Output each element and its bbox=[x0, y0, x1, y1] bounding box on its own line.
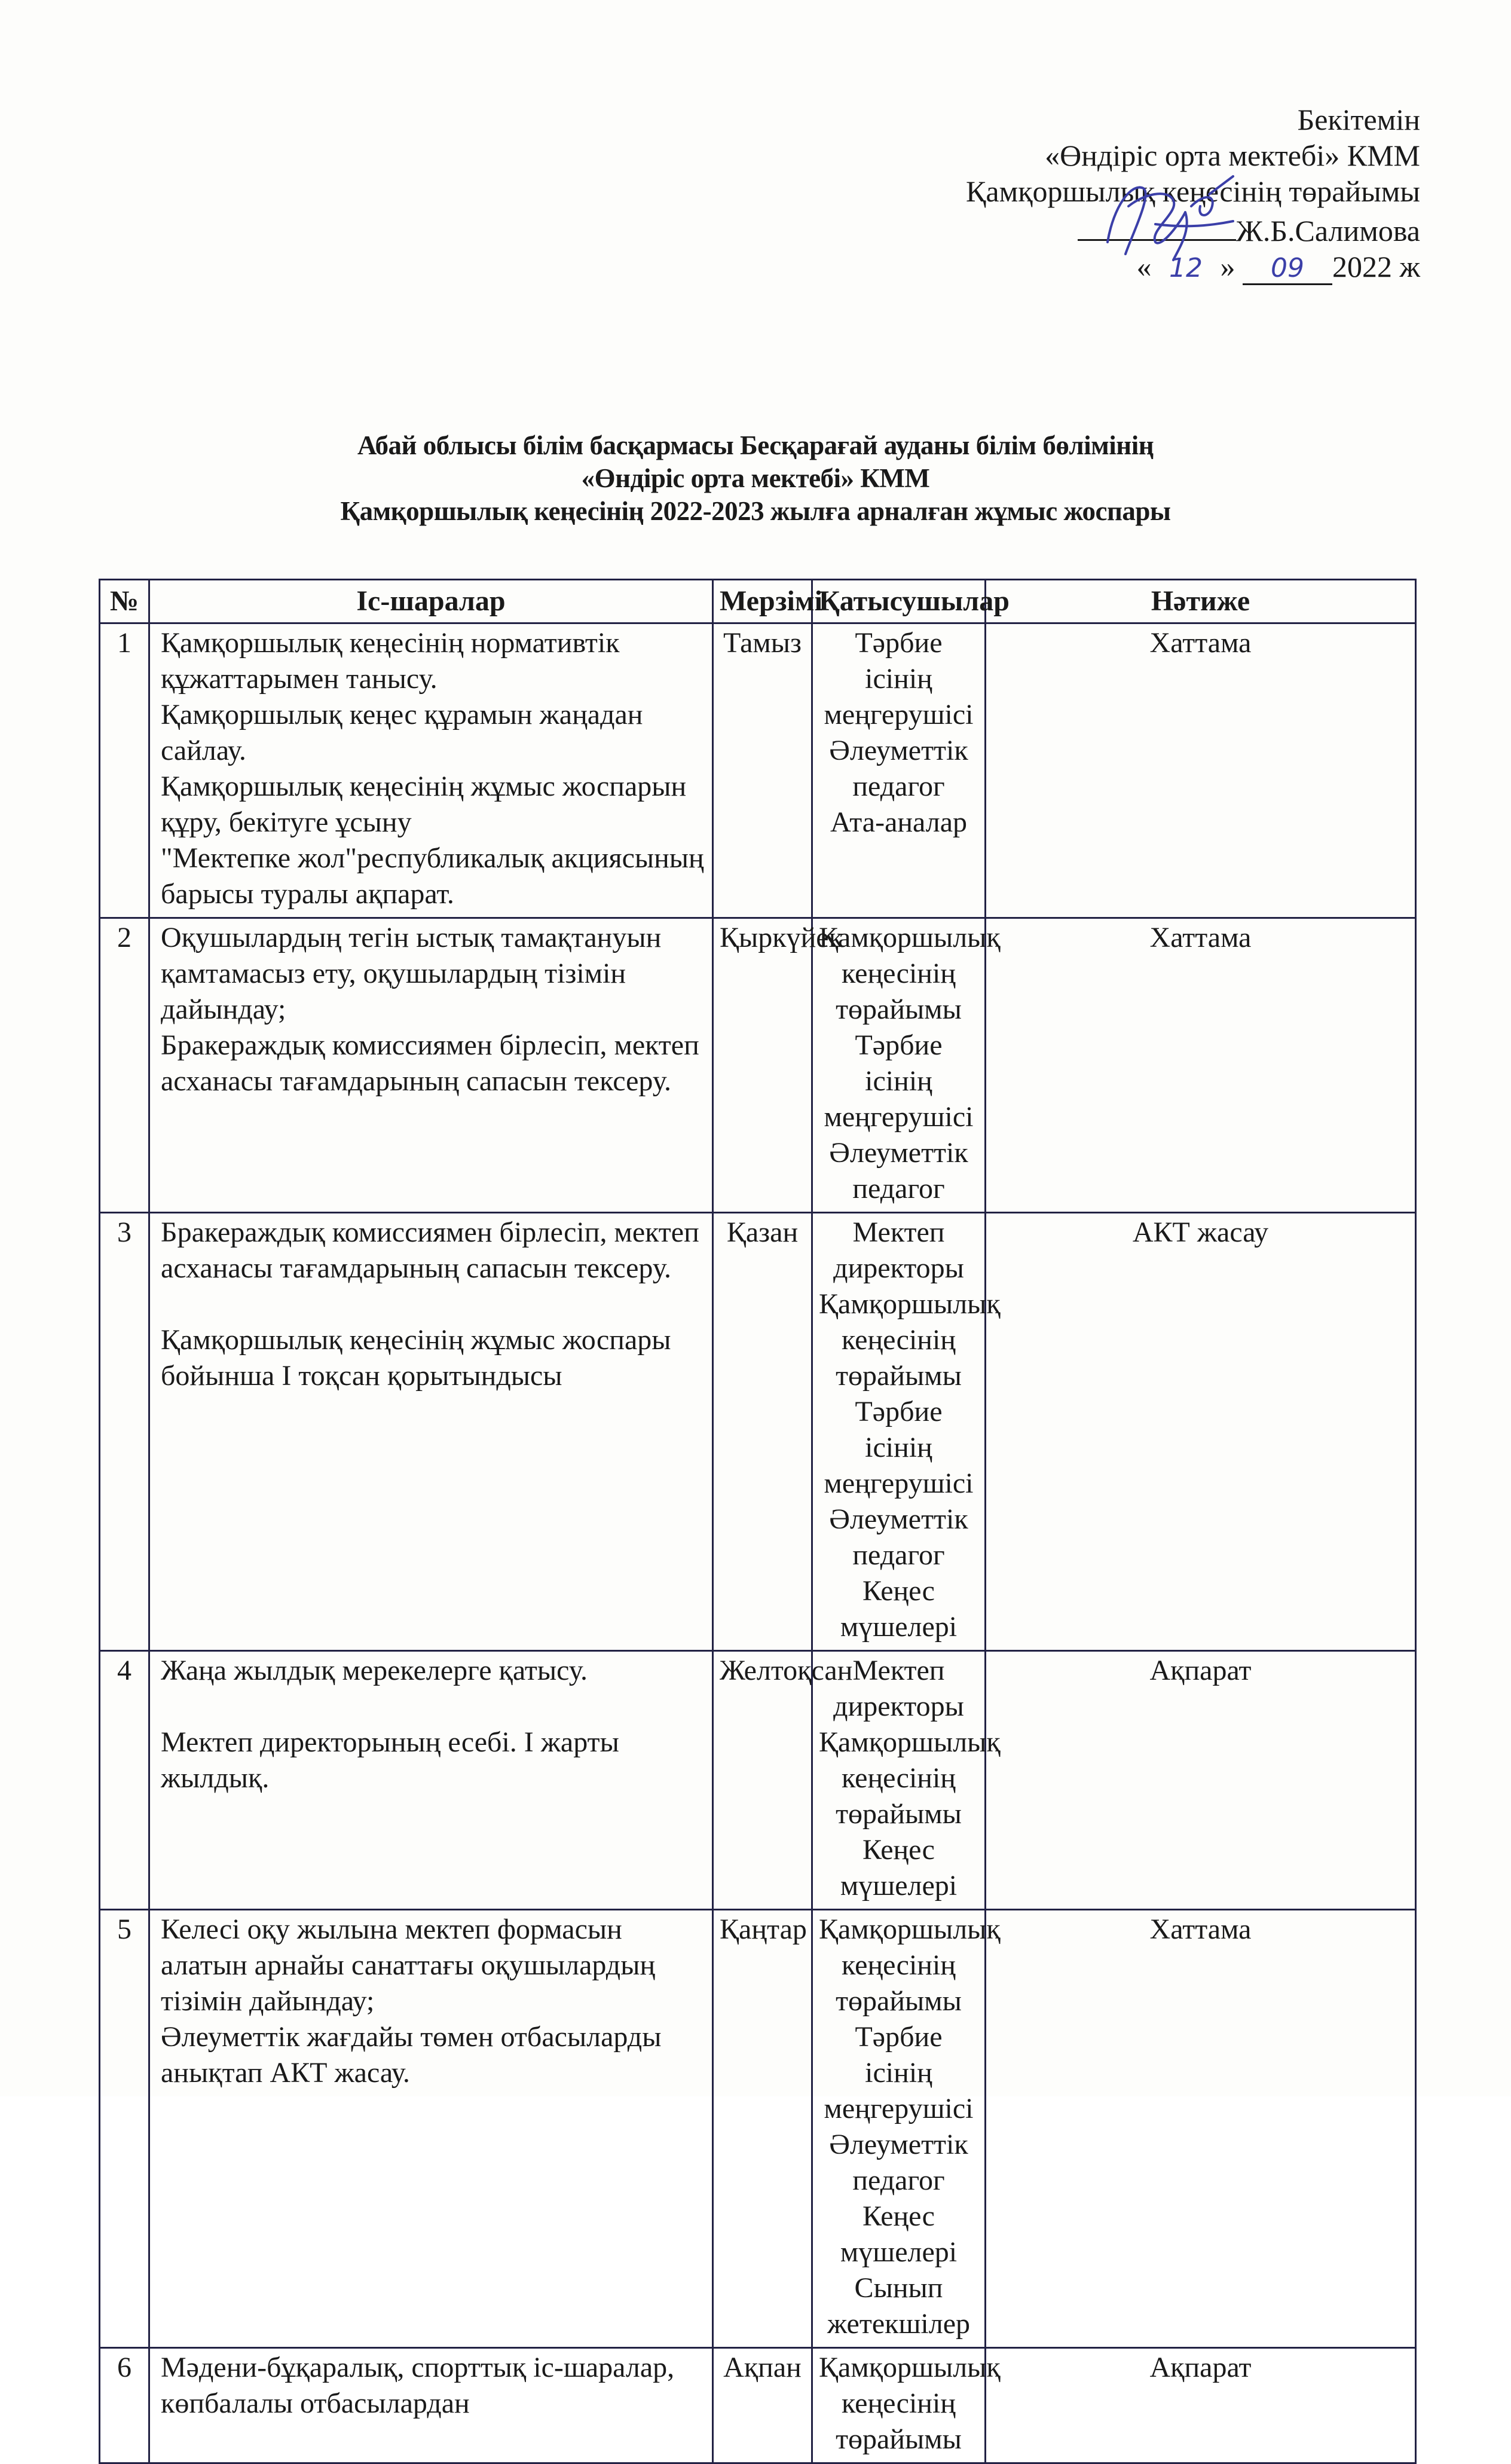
row-result: Ақпарат bbox=[986, 1651, 1416, 1910]
table-row bbox=[100, 918, 1416, 1213]
activity-spacer bbox=[161, 1286, 706, 1322]
handwritten-signature-icon bbox=[1096, 170, 1239, 272]
activity-item: Бракераждық комиссиямен бірлесіп, мектеп асханасы тағамдарының сапасын тексеру. bbox=[161, 1029, 699, 1097]
header-participants: Қатысушылар bbox=[812, 580, 986, 623]
participant-item: Әлеуметтік педагог bbox=[829, 735, 968, 802]
participant-item: Қамқоршылық кеңесінің төрайымы bbox=[819, 1726, 1001, 1830]
row-deadline: Қыркүйек bbox=[713, 918, 812, 1213]
row-number: 4 bbox=[100, 1651, 149, 1910]
activity-item: Әлеуметтік жағдайы төмен отбасыларды анықтап АКТ жасау. bbox=[161, 2021, 662, 2089]
row-activities bbox=[149, 918, 713, 1213]
activity-item: Оқушылардың тегін ыстық тамақтануын қамтамасыз ету, оқушылардың тізімін дайындау; bbox=[161, 922, 662, 1025]
activity-item: Қамқоршылық кеңесінің жұмыс жоспарын құру, бекітуге ұсыну bbox=[161, 771, 687, 838]
approval-organization: «Өндіріс орта мектебі» КММ bbox=[1045, 139, 1420, 172]
header-num: № bbox=[100, 580, 149, 623]
approval-block bbox=[966, 102, 1420, 285]
row-participants bbox=[812, 623, 986, 918]
table-row bbox=[100, 1213, 1416, 1651]
row-activities bbox=[149, 2348, 713, 2463]
activity-item: Мәдени-бұқаралық, спорттық іс-шаралар, көпбалалы отбасылардан bbox=[161, 2352, 675, 2419]
row-result: Ақпарат bbox=[986, 2348, 1416, 2463]
participant-item: Тәрбие ісінің меңгерушісі bbox=[824, 1396, 974, 1499]
participant-item: Әлеуметтік педагог bbox=[829, 1503, 968, 1571]
participant-item: Тәрбие ісінің меңгерушісі bbox=[824, 1029, 974, 1133]
activity-spacer bbox=[161, 1689, 706, 1725]
signature-field bbox=[1078, 209, 1236, 241]
participant-item: Тәрбие ісінің меңгерушісі bbox=[824, 2021, 974, 2124]
approval-heading: Бекітемін bbox=[1297, 103, 1420, 136]
participant-item: Ата-аналар bbox=[830, 806, 968, 838]
participant-item: Мектеп директоры bbox=[833, 1216, 964, 1284]
row-number: 6 bbox=[100, 2348, 149, 2463]
row-participants bbox=[812, 2348, 1001, 2463]
approval-signer: Ж.Б.Салимова bbox=[1236, 214, 1420, 247]
row-result: АКТ жасау bbox=[986, 1213, 1416, 1651]
row-number: 3 bbox=[100, 1213, 149, 1651]
row-deadline: Тамыз bbox=[713, 623, 812, 918]
title-line-1: Абай облысы білім басқармасы Бесқарағай ауданы білім бөлімінің bbox=[357, 430, 1154, 460]
row-result: Хаттама bbox=[986, 918, 1416, 1213]
activity-item: Бракераждық комиссиямен бірлесіп, мектеп асханасы тағамдарының сапасын тексеру. bbox=[161, 1216, 699, 1284]
row-number: 5 bbox=[100, 1910, 149, 2348]
table-row bbox=[100, 2348, 1416, 2463]
row-deadline: Қаңтар bbox=[713, 1910, 812, 2348]
table-header-row bbox=[100, 580, 1416, 623]
date-close-quote: » bbox=[1220, 250, 1235, 283]
approval-position: Қамқоршылық кеңесінің төрайымы bbox=[966, 175, 1420, 208]
row-activities bbox=[149, 1651, 713, 1910]
row-participants bbox=[812, 918, 1001, 1213]
title-line-2: «Өндіріс орта мектебі» КММ bbox=[581, 463, 930, 493]
participant-item: Сынып жетекшілер bbox=[827, 2272, 970, 2340]
participant-item: Мектеп директоры bbox=[833, 1655, 964, 1722]
row-deadline: Желтоқсан bbox=[713, 1651, 812, 1910]
table-row bbox=[100, 1651, 1416, 1910]
document-title bbox=[0, 429, 1511, 528]
row-deadline: Қазан bbox=[713, 1213, 812, 1651]
date-day: 12 bbox=[1169, 253, 1203, 283]
activity-item: Мектеп директорының есебі. І жарты жылдық. bbox=[161, 1726, 619, 1794]
approval-signature-line bbox=[966, 209, 1420, 249]
participant-item: Әлеуметтік педагог bbox=[829, 2129, 968, 2196]
row-participants bbox=[812, 1651, 1001, 1910]
activity-item: Қамқоршылық кеңесінің нормативтік құжаттарымен танысу. bbox=[161, 627, 620, 695]
row-activities bbox=[149, 1213, 713, 1651]
row-number: 1 bbox=[100, 623, 149, 918]
row-result: Хаттама bbox=[986, 1910, 1416, 2348]
header-activities: Іс-шаралар bbox=[149, 580, 713, 623]
table-row bbox=[100, 1910, 1416, 2348]
table-row bbox=[100, 623, 1416, 918]
title-line-3: Қамқоршылық кеңесінің 2022-2023 жылға арналған жұмыс жоспары bbox=[340, 496, 1171, 526]
date-month: 09 bbox=[1243, 253, 1332, 285]
row-number: 2 bbox=[100, 918, 149, 1213]
participant-item: Қамқоршылық кеңесінің төрайымы bbox=[819, 1288, 1001, 1392]
date-open-quote: « bbox=[1136, 250, 1152, 283]
row-participants bbox=[812, 1910, 1001, 2348]
activity-item: Қамқоршылық кеңесінің жұмыс жоспары бойынша І тоқсан қорытындысы bbox=[161, 1324, 671, 1392]
header-deadline: Мерзімі bbox=[713, 580, 812, 623]
row-deadline: Ақпан bbox=[713, 2348, 812, 2463]
participant-item: Кеңес мүшелері bbox=[840, 1834, 958, 1902]
participant-item: Қамқоршылық кеңесінің төрайымы bbox=[819, 1913, 1001, 2017]
row-activities bbox=[149, 623, 713, 918]
row-participants bbox=[812, 1213, 1001, 1651]
participant-item: Кеңес мүшелері bbox=[840, 1575, 958, 1643]
work-plan-table bbox=[99, 579, 1417, 2464]
participant-item: Қамқоршылық кеңесінің төрайымы bbox=[819, 922, 1001, 1025]
activity-item: "Мектепке жол"республикалық акциясының барысы туралы ақпарат. bbox=[161, 842, 704, 910]
participant-item: Қамқоршылық кеңесінің төрайымы bbox=[819, 2352, 1001, 2455]
date-year: 2022 ж bbox=[1332, 250, 1420, 283]
row-activities bbox=[149, 1910, 713, 2348]
activity-item: Жаңа жылдық мерекелерге қатысу. bbox=[161, 1655, 588, 1686]
activity-item: Келесі оқу жылына мектеп формасын алатын арнайы санаттағы оқушылардың тізімін дайындау; bbox=[161, 1913, 656, 2017]
header-result: Нәтиже bbox=[986, 580, 1416, 623]
participant-item: Әлеуметтік педагог bbox=[829, 1137, 968, 1205]
table-body bbox=[100, 623, 1416, 2463]
participant-item: Тәрбие ісінің меңгерушісі bbox=[824, 627, 974, 730]
activity-item: Қамқоршылық кеңес құрамын жаңадан сайлау. bbox=[161, 699, 643, 766]
row-result: Хаттама bbox=[986, 623, 1416, 918]
participant-item: Кеңес мүшелері bbox=[840, 2200, 958, 2268]
